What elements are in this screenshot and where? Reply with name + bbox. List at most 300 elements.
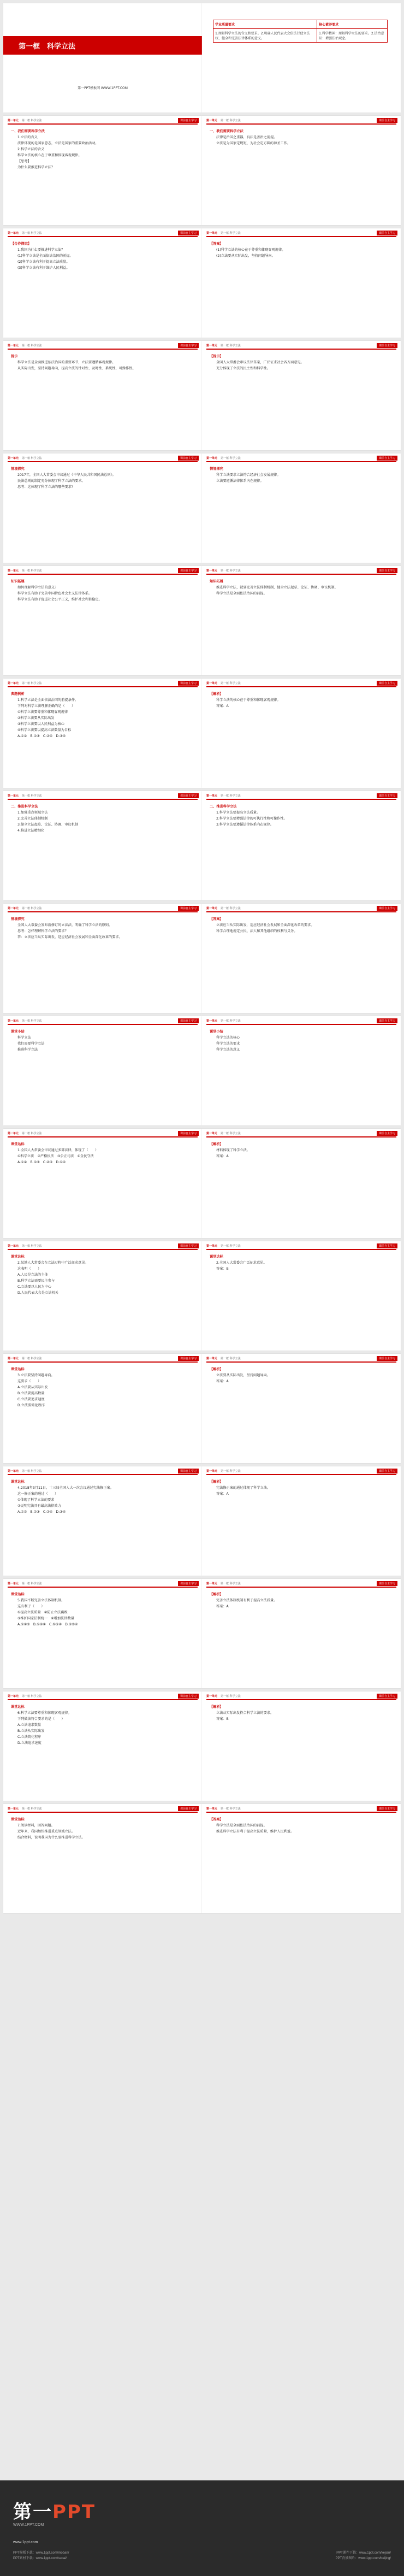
header-lesson: 第一框 科学立法 — [221, 232, 241, 235]
header-lesson: 第一框 科学立法 — [22, 907, 42, 910]
header-crumb: 第一单元 — [206, 1132, 218, 1135]
slide-line: ①体现了科学立法的要求 — [17, 1498, 55, 1502]
slide-heading: 课堂达标 — [11, 1480, 25, 1484]
slide-body — [210, 1367, 393, 1385]
slide-line: 如何理解科学立法的意义？ — [17, 586, 58, 590]
section-tag: 课前自主学习 — [377, 343, 397, 348]
section-tag: 课前自主学习 — [178, 1356, 199, 1361]
content-slide — [202, 1354, 401, 1463]
slide-line: ①科学立法 ②严格执法 ③公正司法 ④全民守法 — [17, 1154, 94, 1158]
section-tag: 课前自主学习 — [178, 681, 199, 686]
slide-header — [8, 1807, 42, 1811]
header-crumb: 第一单元 — [206, 682, 218, 685]
slide-line: 科学立法要求立法符合经济社会发展规律。 — [216, 473, 281, 477]
header-lesson: 第一框 科学立法 — [22, 682, 42, 685]
header-crumb: 第一单元 — [8, 1470, 19, 1473]
header-crumb: 第一单元 — [8, 119, 19, 122]
slide-body — [11, 354, 194, 372]
header-lesson: 第一框 科学立法 — [221, 457, 241, 460]
slide-line: 答案：A — [216, 1492, 229, 1496]
slide-header — [8, 681, 42, 685]
slide-heading: 一、我们需要科学立法 — [11, 129, 45, 133]
slide-header — [206, 119, 241, 122]
section-tag: 课前自主学习 — [178, 118, 199, 123]
header-divider — [8, 1587, 198, 1588]
slide-line: D.立法要简化程序 — [17, 1404, 45, 1407]
content-slide — [3, 1129, 202, 1238]
content-slide — [202, 228, 401, 338]
content-slide — [3, 341, 202, 450]
slide-header — [8, 1244, 42, 1248]
slide-heading: 【解析】 — [210, 1142, 223, 1146]
slide-heading: 【答案】 — [210, 242, 223, 246]
slide-line: (1)科学立法是全面依法治国的前提。 — [17, 254, 73, 258]
slide-line: 1.科学立法是全面依法治国的前提条件。 — [17, 698, 79, 702]
slide-body — [210, 804, 393, 828]
content-slide — [202, 566, 401, 675]
content-slide — [202, 341, 401, 450]
slide-line: 科学立法的要求 — [216, 1042, 240, 1046]
header-divider — [8, 1812, 198, 1813]
content-slide — [3, 566, 202, 675]
slide-line: (2)科学立法有利于提高立法质量。 — [17, 260, 70, 264]
slide-header — [206, 1019, 241, 1023]
slide-header — [206, 344, 241, 347]
slide-header — [8, 1019, 42, 1023]
header-divider — [206, 1474, 396, 1475]
header-crumb: 第一单元 — [8, 1357, 19, 1360]
slide-line: 这要求（ ） — [17, 1380, 41, 1383]
slide-line: 答案：A — [216, 1605, 229, 1608]
header-divider — [8, 349, 198, 350]
slide-line: 6.科学立法要尊重和体现客观规律。 — [17, 1711, 72, 1715]
slide-body — [11, 692, 194, 740]
header-divider — [206, 349, 396, 350]
slide-line: 从实际出发，坚持问题导向，提高立法的针对性、及时性、系统性、可操作性。 — [17, 367, 136, 370]
slide-heading: 【答案】 — [210, 1818, 223, 1822]
slide-line: 4.2018年3月11日，十三届全国人大一次会议通过宪法修正案。 — [17, 1486, 114, 1490]
header-lesson: 第一框 科学立法 — [22, 569, 42, 573]
slide-heading: 【提示】 — [210, 355, 223, 358]
section-tag: 课前自主学习 — [377, 1243, 397, 1248]
header-crumb: 第一单元 — [206, 1582, 218, 1585]
slide-heading: 课堂小结 — [11, 1030, 25, 1034]
slide-header — [8, 906, 42, 910]
slide-line: 推进科学立法，就要完善立法体制机制，健全立法起草、论证、协调、审议机制。 — [216, 586, 338, 590]
slide-line: 2.完善立法体制机制 — [17, 817, 48, 821]
header-lesson: 第一框 科学立法 — [22, 1470, 42, 1473]
slide-heading: 典题例析 — [11, 692, 25, 696]
section-tag: 课前自主学习 — [377, 793, 397, 798]
slide-body — [210, 1817, 393, 1835]
slide-body — [210, 1254, 393, 1272]
content-slide — [202, 1129, 401, 1238]
header-crumb: 第一单元 — [8, 907, 19, 910]
slide-body — [11, 1254, 194, 1296]
footer-link[interactable]: PPT课件下载：www.1ppt.com/kejian/ — [336, 2551, 391, 2555]
slide-line: 下列对科学立法理解正确的是（ ） — [17, 704, 75, 708]
section-tag: 课前自主学习 — [178, 1131, 199, 1136]
content-slide — [3, 1691, 202, 1801]
header-divider — [8, 236, 198, 237]
slide-body — [210, 1592, 393, 1610]
content-slide — [202, 1016, 401, 1125]
header-lesson: 第一框 科学立法 — [221, 1582, 241, 1585]
slide-body — [11, 1367, 194, 1409]
slide-line: ②说明宪法具有最高法律效力 — [17, 1504, 61, 1508]
header-crumb: 第一单元 — [206, 794, 218, 798]
section-tag: 课前自主学习 — [178, 1806, 199, 1811]
table-slide — [202, 3, 401, 113]
header-lesson: 第一框 科学立法 — [221, 1132, 241, 1135]
header-lesson: 第一框 科学立法 — [221, 1357, 241, 1360]
slide-heading: 【答案】 — [210, 917, 223, 921]
slide-body — [210, 1479, 393, 1498]
header-divider — [8, 911, 198, 912]
slide-header — [206, 794, 241, 798]
header-lesson: 第一框 科学立法 — [22, 457, 42, 460]
slide-line: 科学立法是全面依法治国的前提。 — [216, 1824, 267, 1828]
slide-line: 结合材料，说明我国为什么要推进科学立法。 — [17, 1836, 85, 1840]
slide-header — [206, 456, 241, 460]
title-slide — [3, 3, 202, 113]
slide-heading: 提示 — [11, 355, 18, 358]
slide-heading: 课堂达标 — [210, 1255, 223, 1259]
requirements-table — [213, 20, 388, 43]
slide-heading: 【合作探究】 — [11, 242, 32, 246]
content-slide — [3, 1579, 202, 1688]
slide-line: 答案：A — [216, 1154, 229, 1158]
slide-body — [11, 1705, 194, 1747]
slide-line: 科学合理地规定公民、法人和其他组织的权利与义务。 — [216, 929, 298, 933]
content-slide — [3, 1466, 202, 1576]
slide-body — [210, 1142, 393, 1160]
footer — [0, 2480, 404, 2576]
slide-body — [11, 1592, 194, 1628]
slide-body — [11, 129, 194, 171]
header-lesson: 第一框 科学立法 — [221, 1019, 241, 1023]
header-lesson: 第一框 科学立法 — [221, 907, 241, 910]
slide-line: A.①② B.①③ C.②④ D.③④ — [17, 1510, 66, 1514]
slide-body — [11, 1029, 194, 1053]
footer-link[interactable]: PPT模板下载：www.1ppt.com/moban/ — [13, 2551, 69, 2555]
slide-body — [11, 579, 194, 603]
content-slide — [3, 904, 202, 1013]
slide-line: 3.立法要坚持问题导向。 — [17, 1374, 55, 1377]
header-divider — [206, 686, 396, 687]
slide-line: 答：立法应当从实际出发，适应经济社会发展和全面深化改革的要求。 — [17, 935, 122, 939]
header-divider — [206, 1699, 396, 1700]
slide-line: 1.立法的含义 — [17, 135, 38, 139]
header-crumb: 第一单元 — [206, 344, 218, 347]
header-divider — [8, 1361, 198, 1363]
slide-header — [8, 344, 42, 347]
content-slide — [202, 1579, 401, 1688]
table-cell-1: 1.理解科学立法的含义和要求。2.明确人民代表大会依法行使立法权、健全和完善法律体系的意义。 — [213, 29, 317, 43]
slide-header — [206, 1694, 241, 1698]
header-divider — [8, 1024, 198, 1025]
header-divider — [8, 686, 198, 687]
slide-line: 答案：A — [216, 1380, 229, 1383]
slide-header — [206, 231, 241, 235]
slide-header — [8, 794, 42, 798]
slide-line: 答案：B — [216, 1267, 229, 1271]
slide-line: 推进科学立法有利于提高立法质量，维护人民利益。 — [216, 1830, 294, 1834]
header-divider — [206, 799, 396, 800]
slide-header — [206, 681, 241, 685]
slide-header — [8, 569, 42, 573]
slide-line: A.①② B.①③ C.②③ D.①④ — [17, 1160, 66, 1164]
slide-line: 近年来，我国加快推进重点领域立法。 — [17, 1830, 75, 1834]
header-crumb: 第一单元 — [8, 682, 19, 685]
slide-body — [11, 804, 194, 834]
section-tag: 课前自主学习 — [377, 1581, 397, 1586]
slide-header — [206, 1807, 241, 1811]
section-tag: 课前自主学习 — [377, 568, 397, 573]
slide-line: 完善立法体制机制有利于提高立法质量。 — [216, 1599, 277, 1602]
slide-body — [210, 1705, 393, 1723]
slide-line: 2.全国人大常委会广泛征求意见。 — [216, 1261, 267, 1265]
slide-line: 1.全国人大常委会审议通过多部法律，体现了（ ） — [17, 1148, 99, 1152]
slide-heading: 【解析】 — [210, 1367, 223, 1371]
slide-line: 科学立法是全面依法治国的前提。 — [216, 592, 267, 596]
slide-line: 3.健全立法起草、论证、协调、审议机制 — [17, 823, 79, 827]
slide-line: 思考：这体现了科学立法的哪些要求？ — [17, 485, 75, 489]
slide-line: 科学立法 — [17, 1036, 31, 1040]
slide-line: 法律体现的是国家意志，立法是国家的重要政治活动。 — [17, 142, 99, 145]
header-lesson: 第一框 科学立法 — [22, 1019, 42, 1023]
slide-line: 科学立法的核心 — [216, 1036, 240, 1040]
header-lesson: 第一框 科学立法 — [221, 1245, 241, 1248]
slide-line: (3)科学立法有利于维护人民利益。 — [17, 266, 70, 270]
header-lesson: 第一框 科学立法 — [22, 1695, 42, 1698]
section-tag: 课前自主学习 — [178, 568, 199, 573]
slide-line: ①提高立法质量 ②防止立法腐败 — [17, 1611, 68, 1614]
content-slide — [202, 453, 401, 563]
slide-line: 4.推进立法精细化 — [17, 829, 45, 833]
slide-body — [210, 241, 393, 260]
slide-heading: 课堂达标 — [11, 1593, 25, 1596]
section-tag: 课前自主学习 — [178, 793, 199, 798]
header-divider — [206, 1812, 396, 1813]
slide-line: 立法应当从实际出发，适应经济社会发展和全面深化改革的要求。 — [216, 923, 314, 927]
slide-line: 立法从实际出发符合科学立法的要求。 — [216, 1711, 274, 1715]
header-lesson: 第一框 科学立法 — [221, 344, 241, 347]
section-tag: 课前自主学习 — [178, 1469, 199, 1473]
header-crumb: 第一单元 — [8, 1807, 19, 1811]
slide-heading: 课堂达标 — [11, 1367, 25, 1371]
slide-heading: 一、我们需要科学立法 — [210, 129, 243, 133]
footer-link[interactable]: PPT素材下载：www.1ppt.com/sucai/ — [13, 2557, 67, 2560]
content-slide — [202, 679, 401, 788]
slide-line: 2017年，全国人大常委会审议通过《中华人民共和国民法总则》。 — [17, 473, 116, 477]
header-crumb: 第一单元 — [206, 907, 218, 910]
table-header-2: 核心素养要求 — [317, 20, 388, 29]
content-slide — [3, 791, 202, 900]
slide-line: 科学立法有助于促进社会公平正义，维护社会和谐稳定。 — [17, 598, 102, 602]
section-tag: 课前自主学习 — [178, 1694, 199, 1699]
slide-line: A.①②③ B.①②④ C.①③④ D.②③④ — [17, 1623, 78, 1626]
section-tag: 课前自主学习 — [377, 1356, 397, 1361]
slide-line: 3.科学立法要遵循法律体系内在规律。 — [216, 823, 274, 827]
header-crumb: 第一单元 — [8, 1582, 19, 1585]
header-crumb: 第一单元 — [206, 1357, 218, 1360]
header-divider — [206, 1249, 396, 1250]
slide-line: (2)立法要从实际出发，坚持问题导向。 — [216, 254, 275, 258]
slide-line: A.人民是立法的主体 — [17, 1273, 48, 1277]
header-divider — [206, 1136, 396, 1137]
table-cell-2: 1.科学精神：理解科学立法的要求。2.法治意识：增强法治观念。 — [317, 29, 388, 43]
header-lesson: 第一框 科学立法 — [221, 119, 241, 122]
section-tag: 课前自主学习 — [377, 1469, 397, 1473]
section-tag: 课前自主学习 — [178, 1243, 199, 1248]
slide-header — [206, 569, 241, 573]
slide-header — [206, 1469, 241, 1473]
slide-line: 这表明（ ） — [17, 1267, 41, 1271]
slide-line: B.科学立法需要民主参与 — [17, 1279, 55, 1283]
header-divider — [8, 123, 198, 125]
slide-heading: 二、推进科学立法 — [11, 805, 38, 809]
header-divider — [206, 236, 396, 237]
slide-heading: 【解析】 — [210, 1593, 223, 1596]
slide-line: D.立法追求速度 — [17, 1741, 41, 1745]
slide-header — [8, 1582, 42, 1585]
section-tag: 课前自主学习 — [178, 231, 199, 235]
header-crumb: 第一单元 — [206, 1019, 218, 1023]
section-tag: 课前自主学习 — [377, 1694, 397, 1699]
header-crumb: 第一单元 — [206, 232, 218, 235]
slide-line: 这有利于（ ） — [17, 1605, 45, 1608]
slide-header — [206, 1131, 241, 1135]
header-divider — [8, 461, 198, 462]
content-slide — [3, 1016, 202, 1125]
footer-link[interactable]: PPT背景图片：www.1ppt.com/beijing/ — [335, 2557, 391, 2560]
slide-heading: 【解析】 — [210, 692, 223, 696]
slide-line: 宪法修正案的通过体现了科学立法。 — [216, 1486, 270, 1490]
slide-line: 立法是为国家定规矩、为社会定方圆的神圣工作。 — [216, 142, 291, 145]
slide-header — [8, 1131, 42, 1135]
slide-line: 1.科学立法要提高立法质量。 — [216, 811, 260, 815]
footer-logo — [13, 2497, 96, 2524]
slide-heading: 情境探究 — [11, 917, 25, 921]
header-crumb: 第一单元 — [8, 794, 19, 798]
slide-line: 科学立法有助于完善中国特色社会主义法律体系。 — [17, 592, 92, 596]
slide-line: 2.科学立法的含义 — [17, 148, 45, 151]
content-slide — [202, 904, 401, 1013]
slide-line: (1)科学立法的核心在于尊重和体现客观规律。 — [216, 248, 286, 252]
slide-line: ③维护国家法制统一 ④增加法律数量 — [17, 1617, 74, 1620]
header-divider — [206, 1587, 396, 1588]
slide-body — [210, 354, 393, 372]
section-tag: 课前自主学习 — [178, 1581, 199, 1586]
content-slide — [202, 116, 401, 225]
section-tag: 课前自主学习 — [377, 118, 397, 123]
slide-line: A.立法要从实际出发 — [17, 1386, 48, 1389]
slide-line: ①科学立法要尊重和体现客观规律 — [17, 710, 68, 714]
slide-line: 这一修正案的通过（ ） — [17, 1492, 58, 1496]
slide-header — [206, 1582, 241, 1585]
slide-line: A.立法追求数量 — [17, 1723, 41, 1727]
site-label: 第一PPT模板网 WWW.1PPT.COM — [78, 86, 128, 90]
header-crumb: 第一单元 — [206, 119, 218, 122]
section-tag: 课前自主学习 — [178, 343, 199, 348]
slide-heading: 课堂达标 — [11, 1705, 25, 1709]
header-divider — [8, 1136, 198, 1137]
header-lesson: 第一框 科学立法 — [22, 794, 42, 798]
slide-line: D.人民代表大会是立法机关 — [17, 1291, 58, 1295]
header-divider — [206, 1361, 396, 1363]
slide-line: ③科学立法要以人民利益为核心 — [17, 722, 64, 726]
header-crumb: 第一单元 — [8, 1019, 19, 1023]
slide-line: ②科学立法要从实际出发 — [17, 716, 55, 720]
content-slide — [3, 679, 202, 788]
slide-line: 1.我国为什么要推进科学立法？ — [17, 248, 65, 252]
slide-header — [206, 1357, 241, 1360]
slide-line: 2.科学立法要增强法律的可执行性和可操作性。 — [216, 817, 287, 821]
slide-line: C.立法要以人民为中心 — [17, 1285, 51, 1289]
slide-body — [11, 1142, 194, 1166]
header-lesson: 第一框 科学立法 — [221, 1470, 241, 1473]
slide-heading: 情境探究 — [11, 467, 25, 471]
section-tag: 课前自主学习 — [377, 1018, 397, 1023]
section-tag: 课前自主学习 — [377, 1806, 397, 1811]
header-crumb: 第一单元 — [8, 1132, 19, 1135]
slide-line: 2.某地人大常委会在立法过程中广泛征求意见。 — [17, 1261, 88, 1265]
header-lesson: 第一框 科学立法 — [22, 1357, 42, 1360]
slide-line: 5.我国不断完善立法体制机制。 — [17, 1599, 65, 1602]
slide-line: A.①② B.①③ C.②④ D.③④ — [17, 734, 66, 738]
content-slide — [202, 791, 401, 900]
header-crumb: 第一单元 — [8, 569, 19, 573]
footer-sub: WWW.1PPT.COM — [13, 2523, 44, 2527]
title-band — [3, 36, 202, 55]
slide-line: 材料体现了科学立法。 — [216, 1148, 250, 1152]
section-tag: 课前自主学习 — [377, 906, 397, 911]
slide-title: 第一框 科学立法 — [19, 43, 76, 51]
section-tag: 课前自主学习 — [377, 1131, 397, 1136]
slide-line: C.立法简化程序 — [17, 1735, 41, 1739]
slide-heading: 情境探究 — [210, 467, 223, 471]
slide-heading: 【解析】 — [210, 1705, 223, 1709]
slide-body — [210, 579, 393, 597]
slide-header — [8, 119, 42, 122]
content-slide — [202, 1241, 401, 1351]
header-divider — [206, 574, 396, 575]
slide-header — [8, 231, 42, 235]
slide-header — [206, 906, 241, 910]
slide-line: 民法总则的制定充分体现了科学立法的要求。 — [17, 479, 85, 483]
slide-line: 1.加强重点领域立法 — [17, 811, 48, 815]
slide-heading: 【解析】 — [210, 1480, 223, 1484]
header-lesson: 第一框 科学立法 — [22, 344, 42, 347]
header-lesson: 第一框 科学立法 — [22, 1582, 42, 1585]
slide-line: 为什么要推进科学立法？ — [17, 166, 55, 169]
slide-header — [8, 1469, 42, 1473]
header-crumb: 第一单元 — [206, 569, 218, 573]
content-slide — [3, 1354, 202, 1463]
slide-line: 充分体现了立法的民主性和科学性。 — [216, 367, 270, 370]
header-crumb: 第一单元 — [206, 1245, 218, 1248]
slide-body — [11, 1479, 194, 1516]
header-divider — [206, 1024, 396, 1025]
slide-heading: 二、推进科学立法 — [210, 805, 237, 809]
slide-line: 答案：B — [216, 1717, 229, 1721]
footer-url[interactable]: www.1ppt.com — [13, 2540, 38, 2544]
slide-body — [11, 241, 194, 272]
header-divider — [8, 1474, 198, 1475]
slide-line: B.立法从实际出发 — [17, 1729, 45, 1733]
slide-body — [210, 917, 393, 935]
